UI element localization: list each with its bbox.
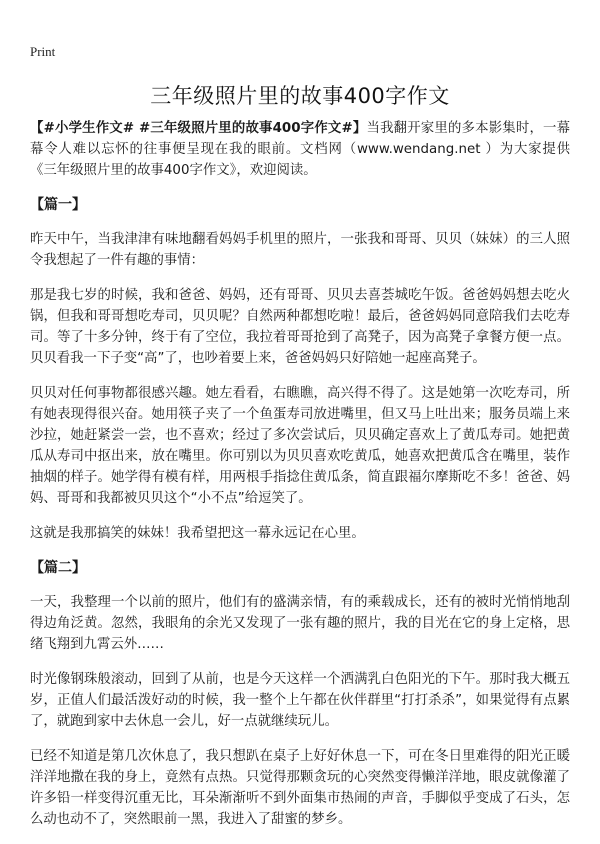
section-heading-2: 【篇二】 — [30, 560, 86, 576]
paragraph: 昨天中午，当我津津有味地翻看妈妈手机里的照片，一张我和哥哥、贝贝（妹妹）的三人照令我想起了一件有趣的事情： — [30, 232, 570, 268]
intro-text: 当我翻开家里的多本影集时，一幕幕令人难以忘怀的往事便呈现在我的眼前。文档网（www.wendang.net ）为大家提供《三年级照片里的故事400字作文》，欢迎阅读。 — [30, 121, 571, 178]
intro-paragraph — [30, 118, 570, 181]
paragraph: 已经不知道是第几次休息了，我只想趴在桌子上好好休息一下，可在冬日里难得的阳光正暖洋洋地撒在我的身上，竟然有点热。只觉得那颗贪玩的心突然变得懒洋洋地，眼皮就像灌了许多铅一样变得沉重无比，耳朵渐渐听不到外面集市热闹的声音，手脚似乎变成了石头，怎么动也动不了，突然眼前一黑，我进入了甜蜜的梦乡。 — [30, 749, 570, 827]
section-heading-1: 【篇一】 — [30, 197, 86, 213]
page-title: 三年级照片里的故事400字作文 — [150, 84, 450, 108]
paragraph: 一天，我整理一个以前的照片，他们有的盛满亲情，有的乘载成长，还有的被时光悄悄地刮得边角泛黄。忽然，我眼角的余光又发现了一张有趣的照片，我的目光在它的身上定格，思绪飞翔到九霄云外…… — [30, 595, 570, 652]
article-body — [30, 118, 570, 844]
paragraph: 时光像钢珠般滚动，回到了从前，也是今天这样一个洒满乳白色阳光的下午。那时我大概五岁，正值人们最活泼好动的时候，我一整个上午都在伙伴群里“打打杀杀”，如果觉得有点累了，就跑到家中去休息一会儿，好一点就继续玩儿。 — [30, 672, 570, 729]
paragraph: 那是我七岁的时候，我和爸爸、妈妈，还有哥哥、贝贝去喜荟城吃午饭。爸爸妈妈想去吃火锅，但我和哥哥想吃寿司，贝贝呢？自然两种都想吃啦！最后，爸爸妈妈同意陪我们去吃寿司。等了十多分钟，终于有了空位，我拉着哥哥抢到了高凳子，因为高凳子拿餐方便一点。贝贝看我一下子变“高”了，也吵着要上来，爸爸妈妈只好陪她一起座高凳子。 — [30, 288, 570, 366]
paragraph: 贝贝对任何事物都很感兴趣。她左看看，右瞧瞧，高兴得不得了。这是她第一次吃寿司，所有她表现得很兴奋。她用筷子夹了一个鱼蛋寿司放进嘴里，但又马上吐出来；服务员端上来沙拉，她赶紧尝一尝，也不喜欢；经过了多次尝试后，贝贝确定喜欢上了黄瓜寿司。她把黄瓜从寿司中抠出来，放在嘴里。你可别以为贝贝喜欢吃黄瓜，她喜欢把黄瓜含在嘴里，装作抽烟的样子。她学得有模有样，用两根手指捻住黄瓜条，简直跟福尔摩斯吃不多！爸爸、妈妈、哥哥和我都被贝贝这个“小不点”给逗笑了。 — [30, 386, 570, 506]
paragraph: 这就是我那搞笑的妹妹！我希望把这一幕永远记在心里。 — [30, 526, 365, 541]
intro-tag: 【#小学生作文# #三年级照片里的故事400字作文#】 — [30, 121, 367, 136]
print-link[interactable]: Print — [30, 44, 56, 59]
